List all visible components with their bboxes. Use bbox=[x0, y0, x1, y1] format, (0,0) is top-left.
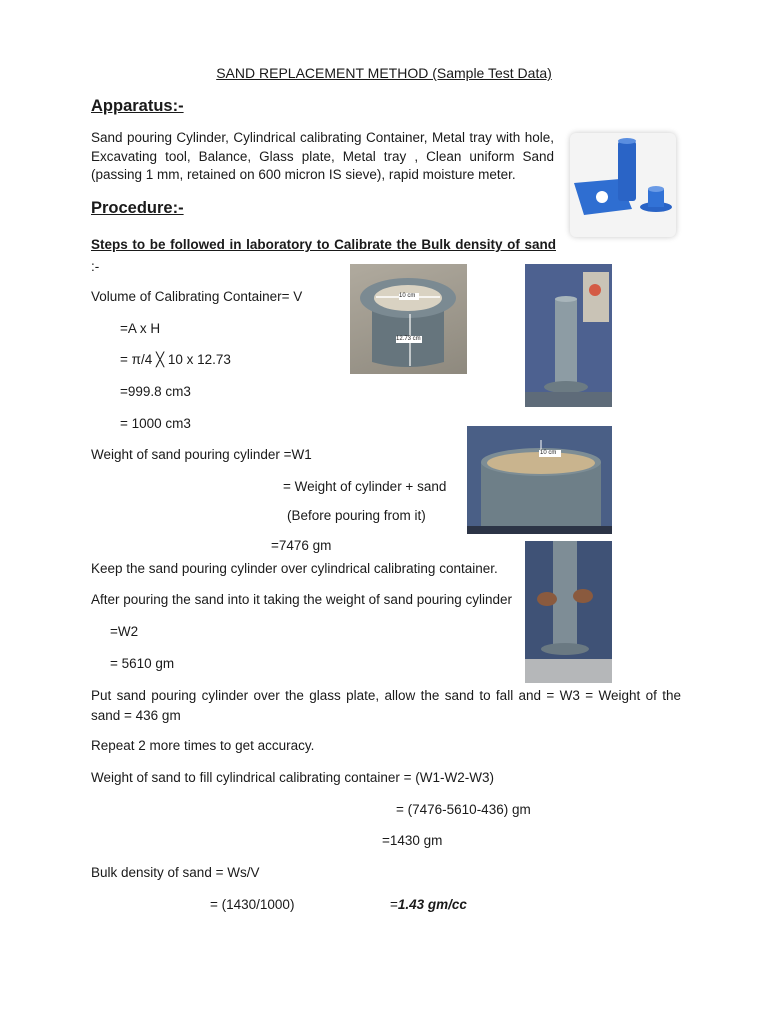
height-label: 12.73 cm bbox=[396, 336, 421, 342]
w1-note: (Before pouring from it) bbox=[287, 508, 426, 523]
hands-cylinder-photo bbox=[525, 541, 612, 683]
apparatus-heading: Apparatus:- bbox=[91, 97, 184, 115]
sand-container-illustration bbox=[467, 426, 612, 534]
w1-value: =7476 gm bbox=[271, 538, 332, 553]
w2-value: = 5610 gm bbox=[110, 656, 175, 671]
keep-line: Keep the sand pouring cylinder over cylindrical calibrating container. bbox=[91, 561, 498, 576]
volume-line: Volume of Calibrating Container= V bbox=[91, 289, 303, 304]
w3-paragraph: Put sand pouring cylinder over the glass plate, allow the sand to fall and = W3 = Weight of the sand = 436 gm bbox=[91, 688, 681, 723]
sand-container-photo bbox=[467, 426, 612, 534]
after-line: After pouring the sand into it taking the weight of sand pouring cylinder bbox=[91, 592, 513, 607]
pi-formula-line: = π/4 ╳ 10 x 12.73 bbox=[120, 352, 231, 367]
fill-line: Weight of sand to fill cylindrical calibrating container = (W1-W2-W3) bbox=[91, 770, 495, 785]
diameter-label: 10 cm bbox=[399, 293, 416, 299]
bulk-density-value: 1.43 gm/cc bbox=[397, 897, 467, 912]
container-illustration bbox=[350, 264, 467, 374]
bulk-density-calculation: = (1430/1000) bbox=[210, 897, 295, 912]
volume-value-2: = 1000 cm3 bbox=[120, 416, 191, 431]
volume-value-1: =999.8 cm3 bbox=[120, 384, 191, 399]
bulk-density-equals: = bbox=[390, 897, 398, 912]
page-title: SAND REPLACEMENT METHOD (Sample Test Data) bbox=[216, 65, 552, 81]
fill-result: =1430 gm bbox=[382, 833, 443, 848]
repeat-line: Repeat 2 more times to get accuracy. bbox=[91, 738, 315, 753]
rim-label: 10 cm bbox=[540, 450, 557, 456]
w1-definition: = Weight of cylinder + sand bbox=[283, 479, 447, 494]
steps-heading-suffix: :- bbox=[91, 259, 100, 274]
apparatus-text: Sand pouring Cylinder, Cylindrical calibrating Container, Metal tray with hole, Excavating tool, Balance, Glass plate, Metal tray , Clean uniform Sand (passing 1 mm, retained on 600 micron IS sieve), rapid moisture meter. bbox=[91, 130, 554, 182]
apparatus-illustration bbox=[570, 133, 676, 237]
steps-heading-block bbox=[91, 234, 556, 278]
hands-cylinder-illustration bbox=[525, 541, 612, 683]
w1-line: Weight of sand pouring cylinder =W1 bbox=[91, 447, 312, 462]
procedure-heading: Procedure:- bbox=[91, 199, 184, 217]
steps-heading: Steps to be followed in laboratory to Calibrate the Bulk density of sand bbox=[91, 237, 556, 252]
bulk-density-result bbox=[390, 896, 467, 913]
area-height-line: =A x H bbox=[120, 321, 161, 336]
pouring-cylinder-photo bbox=[525, 264, 612, 407]
calibrating-container-photo bbox=[350, 264, 467, 374]
bulk-density-line: Bulk density of sand = Ws/V bbox=[91, 865, 260, 880]
apparatus-photo bbox=[570, 133, 676, 237]
w2-line: =W2 bbox=[110, 624, 139, 639]
fill-calculation: = (7476-5610-436) gm bbox=[396, 802, 531, 817]
pouring-cylinder-illustration bbox=[525, 264, 612, 407]
